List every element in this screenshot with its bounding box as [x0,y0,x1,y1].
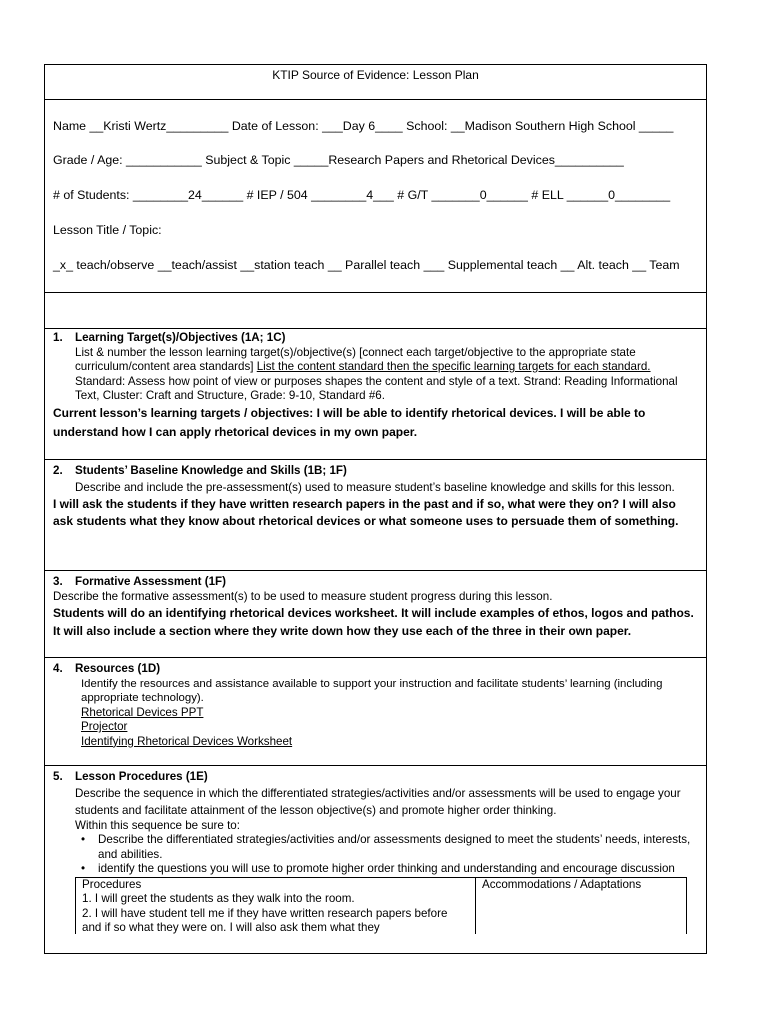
section-formative-assessment [44,570,707,657]
procedure-step: 1. I will greet the students as they walk into the room. [82,892,355,905]
resource-item: Projector [81,720,128,733]
lesson-plan-form [44,64,707,954]
section-description: Describe the formative assessment(s) to be used to measure student progress during this lesson. [53,589,553,603]
info-cell [44,99,707,292]
blank-cell [44,292,707,328]
bullet-icon: • [81,833,86,846]
section-description: Describe the sequence in which the differentiated strategies/activities and/or assessments will be used to engage your students and facilitate attainment of the lesson objective(s) and promote higher order thinking. [75,786,681,817]
section-heading: 5. Lesson Procedures (1E) [53,770,208,783]
resource-item: Rhetorical Devices PPT [81,705,204,719]
accommodations-column [476,878,686,934]
within-sequence-note: Within this sequence be sure to: [75,818,240,832]
section-heading: 3. Formative Assessment (1F) [53,575,226,588]
section-baseline-knowledge [44,459,707,570]
lesson-title-line: Lesson Title / Topic: [53,223,162,237]
teach-line: _x_ teach/observe __teach/assist __station teach __ Parallel teach ___ Supplemental teach __ Alt. teach __ Team [53,258,680,272]
section-answer: Current lesson’s learning targets / objectives: I will be able to identify rhetorical devices. I will be able to understand how I can apply rhetorical devices in my own paper. [53,405,646,439]
section-lesson-procedures [44,765,707,954]
section-heading: 4. Resources (1D) [53,662,161,675]
section-description: List & number the lesson learning target(s)/objective(s) [connect each target/objective to the appropriate state curriculum/content area standards] List the content standard then the specific learning targets for each standard. Standard: Assess how point of view or purposes shapes the content and style of a text. Strand: Reading Informational Text, Cluster: Craft and Structure, Grade: 9-10, Standard #6. [75,345,678,402]
section-description: Describe and include the pre-assessment(s) used to measure student’s baseline knowledge and skills for this lesson. [75,480,675,494]
procedure-step: 2. I will have student tell me if they have written research papers before and if so what they were on. I will also ask them what they [82,906,448,934]
form-title: KTIP Source of Evidence: Lesson Plan [272,68,479,82]
name-line: Name __Kristi Wertz_________ Date of Lesson: ___Day 6____ School: __Madison Southern High School _____ [53,119,674,133]
section-heading: 2. Students’ Baseline Knowledge and Skills (1B; 1F) [53,464,347,477]
standard-instruction: List the content standard then the specific learning targets for each standard. [256,360,651,373]
procedures-header: Procedures [82,877,142,891]
form-title-cell [44,64,707,99]
procedures-column [76,878,476,934]
procedures-table [75,877,687,934]
section-resources [44,657,707,765]
list-item: • identify the questions you will use to promote higher order thinking and understanding and encourage discussion [81,862,675,875]
grade-line: Grade / Age: ___________ Subject & Topic _____Research Papers and Rhetorical Devices__________ [53,153,624,167]
students-line: # of Students: ________24______ # IEP / 504 ________4___ # G/T _______0______ # ELL ______0________ [53,188,671,202]
section-learning-targets [44,328,707,459]
resource-item: Identifying Rhetorical Devices Worksheet [81,734,293,748]
bullet-icon: • [81,862,86,875]
section-description: Identify the resources and assistance available to support your instruction and facilitate students’ learning (including appropriate technology). [81,677,663,704]
accommodations-header: Accommodations / Adaptations [482,877,642,891]
section-heading: 1. Learning Target(s)/Objectives (1A; 1C) [53,331,286,344]
list-item: • Describe the differentiated strategies/activities and/or assessments designed to meet the students’ needs, interests, and abilities. [81,833,691,861]
section-answer: Students will do an identifying rhetorical devices worksheet. It will include examples of ethos, logos and pathos. It will also include a section where they write down how they use each of the three in their own paper. [53,606,694,638]
section-answer: I will ask the students if they have written research papers in the past and if so, what were they on? I will also ask students what they know about rhetorical devices or what someone uses to persuade them of something. [53,496,679,528]
